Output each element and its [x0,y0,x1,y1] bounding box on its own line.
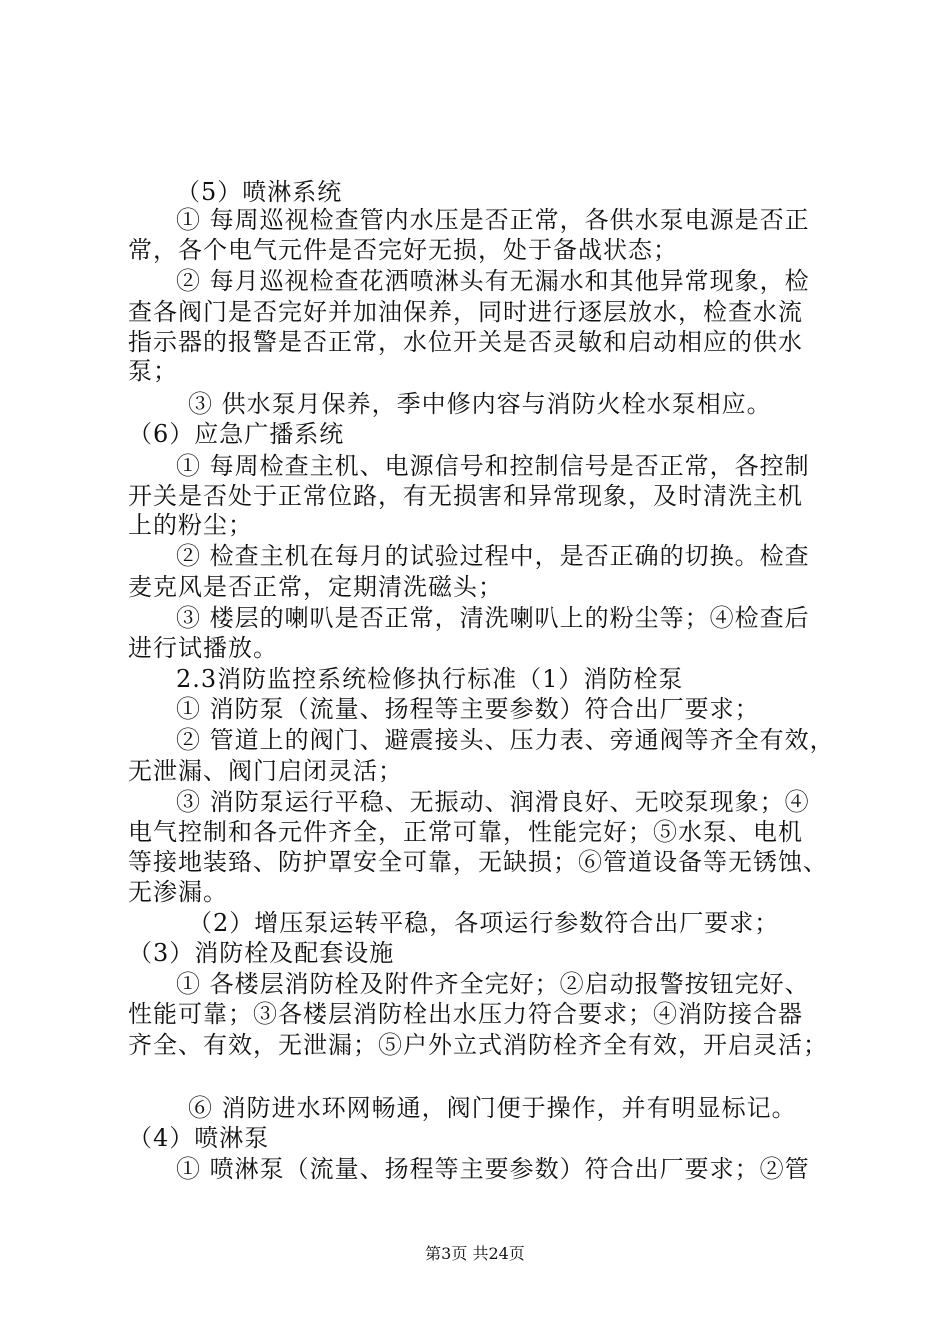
section-heading: 2.3消防监控系统检修执行标准（1）消防栓泵 [176,665,684,693]
paragraph-line: 电气控制和各元件齐全，正常可靠，性能完好；⑤水泵、电机 [128,818,803,846]
paragraph-line: 指示器的报警是否正常，水位开关是否灵敏和启动相应的供水 [128,328,803,356]
page-number-footer: 第3页 共24页 [425,1244,525,1263]
paragraph-line: ① 各楼层消防栓及附件齐全完好；②启动报警按钮完好、 [176,970,810,998]
paragraph-line: 齐全、有效，无泄漏；⑤户外立式消防栓齐全有效，开启灵活； [128,1031,828,1059]
paragraph-line: 开关是否处于正常位路，有无损害和异常现象，及时清洗主机 [128,482,803,510]
paragraph-line: ② 检查主机在每月的试验过程中，是否正确的切换。检查 [176,542,810,570]
section-heading: （6）应急广播系统 [128,420,345,448]
paragraph-line: 泵； [128,357,178,385]
paragraph-line: ③ 楼层的喇叭是否正常，清洗喇叭上的粉尘等；④检查后 [176,604,810,632]
paragraph-line: 上的粉尘； [128,511,253,539]
paragraph-line: 等接地装臵、防护罩安全可靠，无缺损；⑥管道设备等无锈蚀、 [128,848,828,876]
paragraph-line: 进行试播放。 [128,634,278,662]
paragraph-line: 无渗漏。 [128,878,228,906]
paragraph-line: 无泄漏、阀门启闭灵活； [128,757,403,785]
section-heading: （3）消防栓及配套设施 [128,939,395,967]
paragraph-line: ③ 供水泵月保养，季中修内容与消防火栓水泵相应。 [188,390,772,418]
paragraph-line: 查各阀门是否完好并加油保养，同时进行逐层放水，检查水流 [128,298,803,326]
section-heading: （4）喷淋泵 [128,1124,270,1152]
paragraph-line: ① 喷淋泵（流量、扬程等主要参数）符合出厂要求；②管 [176,1155,810,1183]
paragraph-line: ② 每月巡视检查花洒喷淋头有无漏水和其他异常现象，检 [176,267,810,295]
paragraph-line: ① 消防泵（流量、扬程等主要参数）符合出厂要求； [176,695,760,723]
paragraph-line: 常，各个电气元件是否完好无损，处于备战状态； [128,236,678,264]
paragraph-line: ② 管道上的阀门、避震接头、压力表、旁通阀等齐全有效， [176,726,835,754]
paragraph-line: 麦克风是否正常，定期清洗磁头； [128,573,503,601]
paragraph-line: （2）增压泵运转平稳，各项运行参数符合出厂要求； [188,909,780,937]
paragraph-line: ① 每周巡视检查管内水压是否正常，各供水泵电源是否正 [176,206,810,234]
paragraph-line: ③ 消防泵运行平稳、无振动、润滑良好、无咬泵现象；④ [176,788,810,816]
paragraph-line: 性能可靠；③各楼层消防栓出水压力符合要求；④消防接合器 [128,1000,803,1028]
paragraph-line: ⑥ 消防进水环网畅通，阀门便于操作，并有明显标记。 [188,1094,797,1122]
paragraph-line: ① 每周检查主机、电源信号和控制信号是否正常，各控制 [176,452,810,480]
section-heading: （5）喷淋系统 [176,178,343,206]
